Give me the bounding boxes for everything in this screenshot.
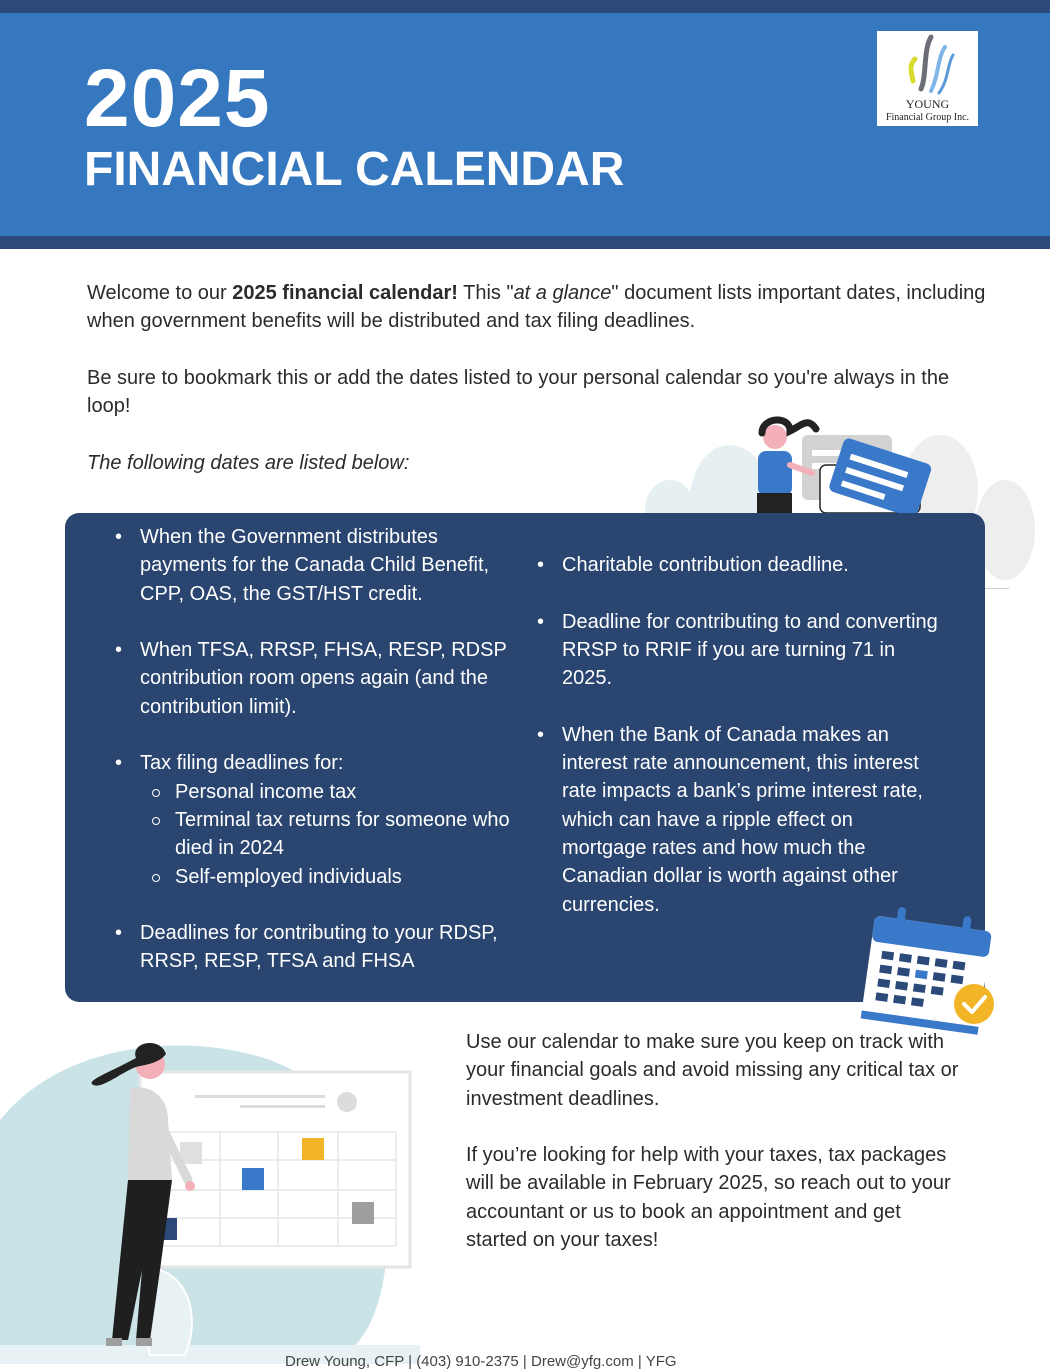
list-spacer bbox=[140, 891, 520, 919]
intro-mid: This " bbox=[457, 282, 514, 304]
list-spacer bbox=[140, 721, 520, 749]
list-item: • When the Bank of Canada makes an interest rate announcement, this interest rate impacts a bank’s prime interest rate, which can have a ripple effect on mortgage rates and how much the Canadian dollar is worth against other currencies. bbox=[562, 721, 942, 919]
sub-list-item: Personal income tax bbox=[140, 778, 520, 806]
header-title: FINANCIAL CALENDAR bbox=[84, 143, 625, 196]
list-item: • Tax filing deadlines for: bbox=[140, 749, 520, 777]
intro-paragraph-2: Be sure to bookmark this or add the dates listed to your personal calendar so you're always in the loop! bbox=[87, 367, 950, 417]
calendar-check-icon bbox=[856, 905, 1001, 1040]
intro-lead: Welcome to our bbox=[87, 282, 233, 304]
woman-calendar-illustration bbox=[0, 1040, 420, 1364]
list-spacer bbox=[562, 692, 942, 720]
header-bottom-stripe bbox=[0, 236, 1050, 249]
header-year: 2025 bbox=[84, 53, 271, 144]
logo-name: YOUNG bbox=[905, 97, 950, 111]
left-bullet-list bbox=[140, 523, 520, 976]
header-top-stripe bbox=[0, 0, 1050, 13]
sub-list-item: Self-employed individuals bbox=[140, 863, 520, 891]
intro-italic: at a glance bbox=[513, 282, 612, 304]
list-item: • When TFSA, RRSP, FHSA, RESP, RDSP contribution room opens again (and the contribution limit). bbox=[140, 636, 520, 721]
intro-tail: " document lists important dates, including when government benefits will be distributed and tax filing deadlines. bbox=[87, 282, 986, 332]
list-spacer bbox=[140, 608, 520, 636]
outro-paragraph-1: Use our calendar to make sure you keep on track with your financial goals and avoid missing any critical tax or investment deadlines. bbox=[466, 1031, 959, 1110]
intro-paragraph-3: The following dates are listed below: bbox=[87, 452, 410, 474]
intro-paragraph-1 bbox=[87, 279, 987, 335]
sub-list-item: Terminal tax returns for someone who died in 2024 bbox=[140, 806, 520, 863]
outro-paragraph-2: If you’re looking for help with your taxes, tax packages will be available in February 2025, so reach out to your accountant or us to book an appointment and get started on your taxes! bbox=[466, 1144, 951, 1251]
list-item: • Charitable contribution deadline. bbox=[562, 551, 942, 579]
list-spacer bbox=[562, 579, 942, 607]
logo-mark-icon bbox=[877, 31, 978, 97]
list-item: • Deadlines for contributing to your RDSP, RRSP, RESP, TFSA and FHSA bbox=[140, 919, 520, 976]
list-item: • Deadline for contributing to and converting RRSP to RRIF if you are turning 71 in 2025. bbox=[562, 608, 942, 693]
company-logo bbox=[877, 31, 978, 126]
logo-subtitle: Financial Group Inc. bbox=[885, 112, 970, 123]
decorative-line bbox=[985, 588, 1009, 589]
right-bullet-list bbox=[562, 551, 942, 919]
footer-contact: Drew Young, CFP | (403) 910-2375 | Drew@yfg.com | YFG bbox=[285, 1353, 677, 1370]
list-item: • When the Government distributes payments for the Canada Child Benefit, CPP, OAS, the GST/HST credit. bbox=[140, 523, 520, 608]
intro-bold: 2025 financial calendar! bbox=[232, 282, 458, 304]
